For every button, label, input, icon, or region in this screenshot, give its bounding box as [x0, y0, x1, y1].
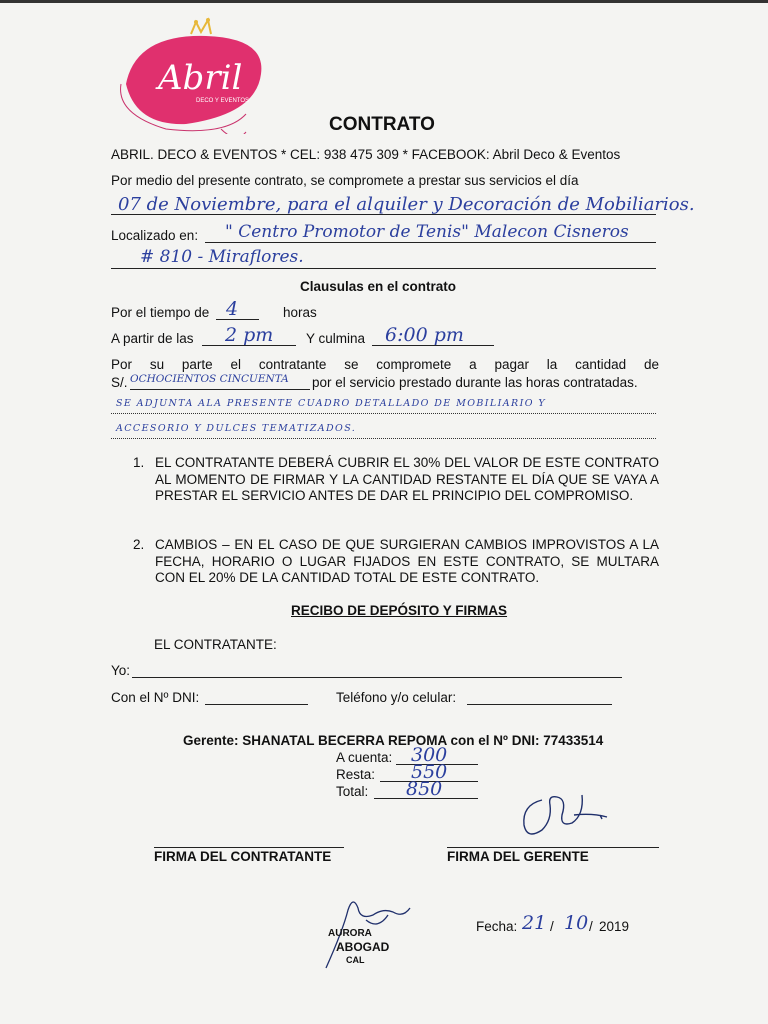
note-line-2 — [111, 438, 656, 439]
payment-text-2: por el servicio prestado durante las horas contratadas. — [312, 375, 638, 390]
manager-sign-label: FIRMA DEL GERENTE — [447, 849, 589, 864]
payment-currency: S/. — [111, 375, 128, 390]
time-value: 4 — [226, 298, 239, 320]
phone-line — [467, 704, 612, 705]
intro-text: Por medio del presente contrato, se compromete a prestar sus servicios el día — [111, 173, 579, 188]
a-cuenta-label: A cuenta: — [336, 750, 393, 765]
dni-line — [205, 704, 308, 705]
contractor-sign-label: FIRMA DEL CONTRATANTE — [154, 849, 332, 864]
company-line: ABRIL. DECO & EVENTOS * CEL: 938 475 309 * FACEBOOK: Abril Deco & Eventos — [111, 147, 621, 162]
fecha-month: 10 — [564, 912, 589, 934]
contractor-sign-line — [154, 847, 344, 848]
location-line-2 — [111, 268, 656, 269]
handwritten-location-2: # 810 - Miraflores. — [140, 247, 304, 267]
phone-label: Teléfono y/o celular: — [336, 690, 457, 705]
note-line-1 — [111, 413, 656, 414]
clauses-title: Clausulas en el contrato — [300, 279, 457, 294]
handwritten-service-date: 07 de Noviembre, para el alquiler y Decoración de Mobiliarios. — [118, 194, 695, 215]
time-label: Por el tiempo de — [111, 305, 210, 320]
note-text-1: SE ADJUNTA ALA PRESENTE CUADRO DETALLADO DE MOBILIARIO Y — [116, 398, 547, 409]
contractor-label: EL CONTRATANTE: — [154, 637, 277, 652]
total-value: 850 — [406, 778, 443, 800]
receipt-title: RECIBO DE DEPÓSITO Y FIRMAS — [291, 603, 508, 618]
manager-signature — [512, 785, 612, 845]
hours-label: horas — [283, 305, 317, 320]
clause-number: 2. — [133, 537, 145, 552]
payment-amount: OCHOCIENTOS CINCUENTA — [130, 373, 289, 385]
logo — [96, 14, 286, 134]
clause-text: CAMBIOS – EN EL CASO DE QUE SURGIERAN CAMBIOS IMPROVISTOS A LA FECHA, HORARIO O LUGAR FIJADOS EN ESTE CONTRATO, SE MULTARA CON EL 20% DE LA CANTIDAD TOTAL DE ESTE CONTRATO. — [155, 537, 659, 585]
clause-text: EL CONTRATANTE DEBERÁ CUBRIR EL 30% DEL VALOR DE ESTE CONTRATO AL MOMENTO DE FIRMAR Y LA CANTIDAD RESTANTE EL DÍA QUE SE VAYA A PRESTAR EL SERVICIO ANTES DE DAR EL PRINCIPIO DEL COMPROMISO. — [155, 455, 659, 503]
page-title: CONTRATO — [329, 114, 435, 135]
yo-line — [132, 677, 622, 678]
ends-label: Y culmina — [306, 331, 366, 346]
dni-label: Con el Nº DNI: — [111, 690, 200, 705]
logo-name: Abril — [158, 58, 243, 98]
from-label: A partir de las — [111, 331, 194, 346]
clause-number: 1. — [133, 455, 145, 470]
ends-value: 6:00 pm — [385, 324, 464, 346]
yo-label: Yo: — [111, 663, 131, 678]
payment-amount-line — [130, 389, 310, 390]
resta-value: 550 — [411, 761, 448, 783]
from-value: 2 pm — [225, 324, 274, 346]
lawyer-stamp — [328, 928, 418, 966]
fecha-label: Fecha: — [476, 919, 518, 934]
payment-text-1: Por su parte el contratante se compromete a pagar la cantidad de — [111, 357, 659, 372]
handwritten-location-1: " Centro Promotor de Tenis" Malecon Cisneros — [225, 222, 629, 242]
stamp-line-3: CAL — [346, 955, 365, 965]
fecha-sep-2: / — [589, 919, 593, 934]
logo-tagline: DECO Y EVENTOS — [196, 98, 250, 104]
fecha-year: 2019 — [599, 919, 630, 934]
located-label: Localizado en: — [111, 228, 199, 243]
manager-sign-line — [447, 847, 659, 848]
stamp-line-1: AURORA — [328, 928, 372, 939]
fecha-sep-1: / — [550, 919, 554, 934]
a-cuenta-value: 300 — [411, 744, 448, 766]
total-label: Total: — [336, 784, 369, 799]
resta-label: Resta: — [336, 767, 376, 782]
stamp-line-2: ABOGAD — [336, 940, 390, 954]
fecha-day: 21 — [522, 912, 547, 934]
manager-line: Gerente: SHANATAL BECERRA REPOMA con el Nº DNI: 77433514 — [183, 733, 604, 748]
top-edge — [0, 0, 768, 3]
note-text-2: ACCESORIO Y DULCES TEMATIZADOS. — [116, 423, 357, 434]
location-line-1 — [205, 242, 656, 243]
